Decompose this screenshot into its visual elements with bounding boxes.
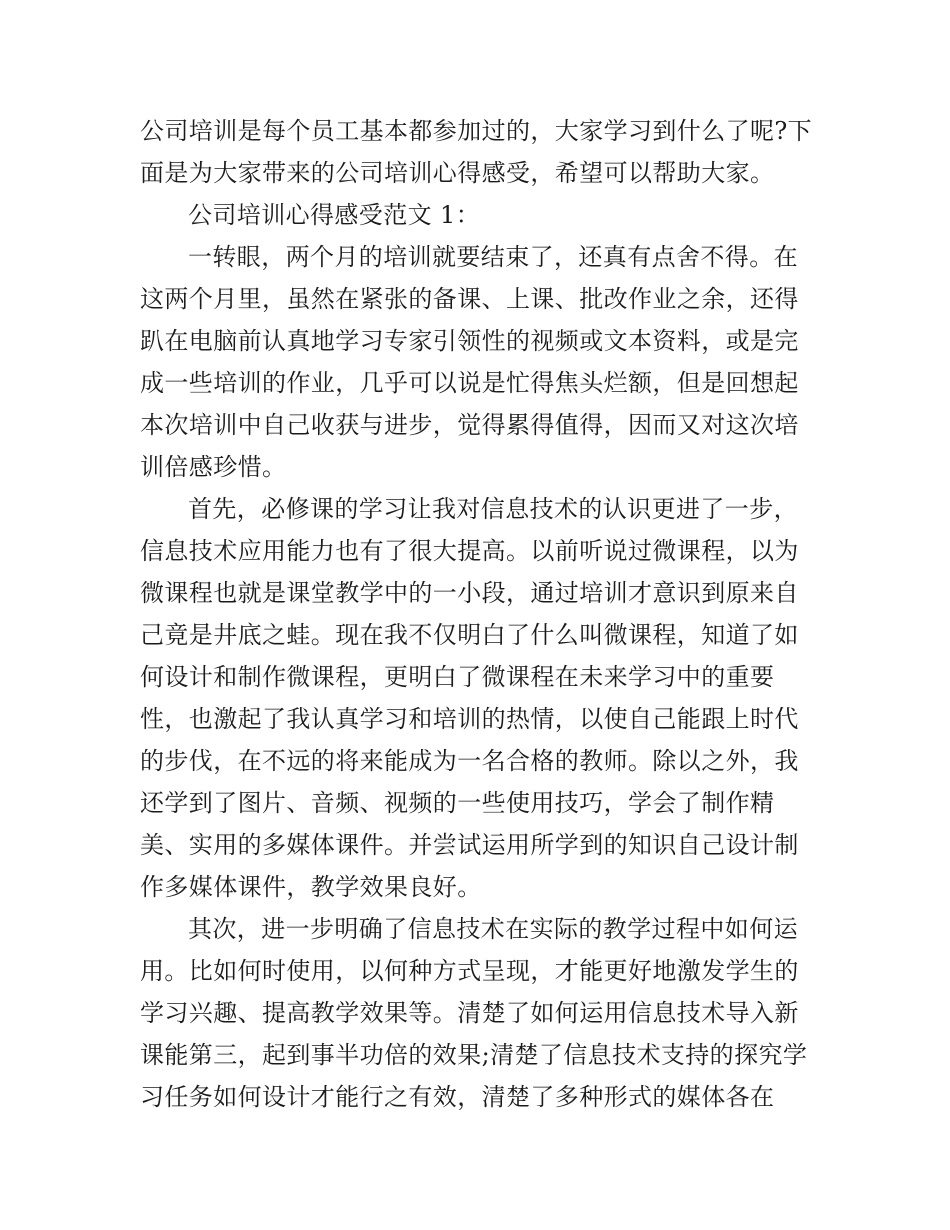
body-paragraph-1: 一转眼，两个月的培训就要结束了，还真有点舍不得。在这两个月里，虽然在紧张的备课、上课、批改作业之余，还得趴在电脑前认真地学习专家引领性的视频或文本资料，或是完成一些培训的作业，几乎可以说是忙得焦头烂额，但是回想起本次培训中自己收获与进步，觉得累得值得，因而又对这次培训倍感珍惜。 (140, 243, 799, 481)
body-paragraph-3: 其次，进一步明确了信息技术在实际的教学过程中如何运用。比如何时使用，以何种方式呈现，才能更好地激发学生的学习兴趣、提高教学效果等。清楚了如何运用信息技术导入新课能第三，起到事半功倍的效果;清楚了信息技术支持的探究学习任务如何设计才能行之有效，清楚了多种形式的媒体各在 (140, 915, 808, 1111)
intro-paragraph: 公司培训是每个员工基本都参加过的，大家学习到什么了呢?下面是为大家带来的公司培训心得感受，希望可以帮助大家。 (140, 117, 813, 187)
document-body (140, 110, 820, 1118)
section-title: 公司培训心得感受范文 1： (188, 201, 481, 229)
body-paragraph-2: 首先，必修课的学习让我对信息技术的认识更进了一步，信息技术应用能力也有了很大提高。以前听说过微课程，以为微课程也就是课堂教学中的一小段，通过培训才意识到原来自己竟是井底之蛙。现在我不仅明白了什么叫微课程，知道了如何设计和制作微课程，更明白了微课程在未来学习中的重要性，也激起了我认真学习和培训的热情，以使自己能跟上时代的步伐，在不远的将来能成为一名合格的教师。除以之外，我还学到了图片、音频、视频的一些使用技巧，学会了制作精美、实用的多媒体课件。并尝试运用所学到的知识自己设计制作多媒体课件，教学效果良好。 (140, 495, 799, 901)
